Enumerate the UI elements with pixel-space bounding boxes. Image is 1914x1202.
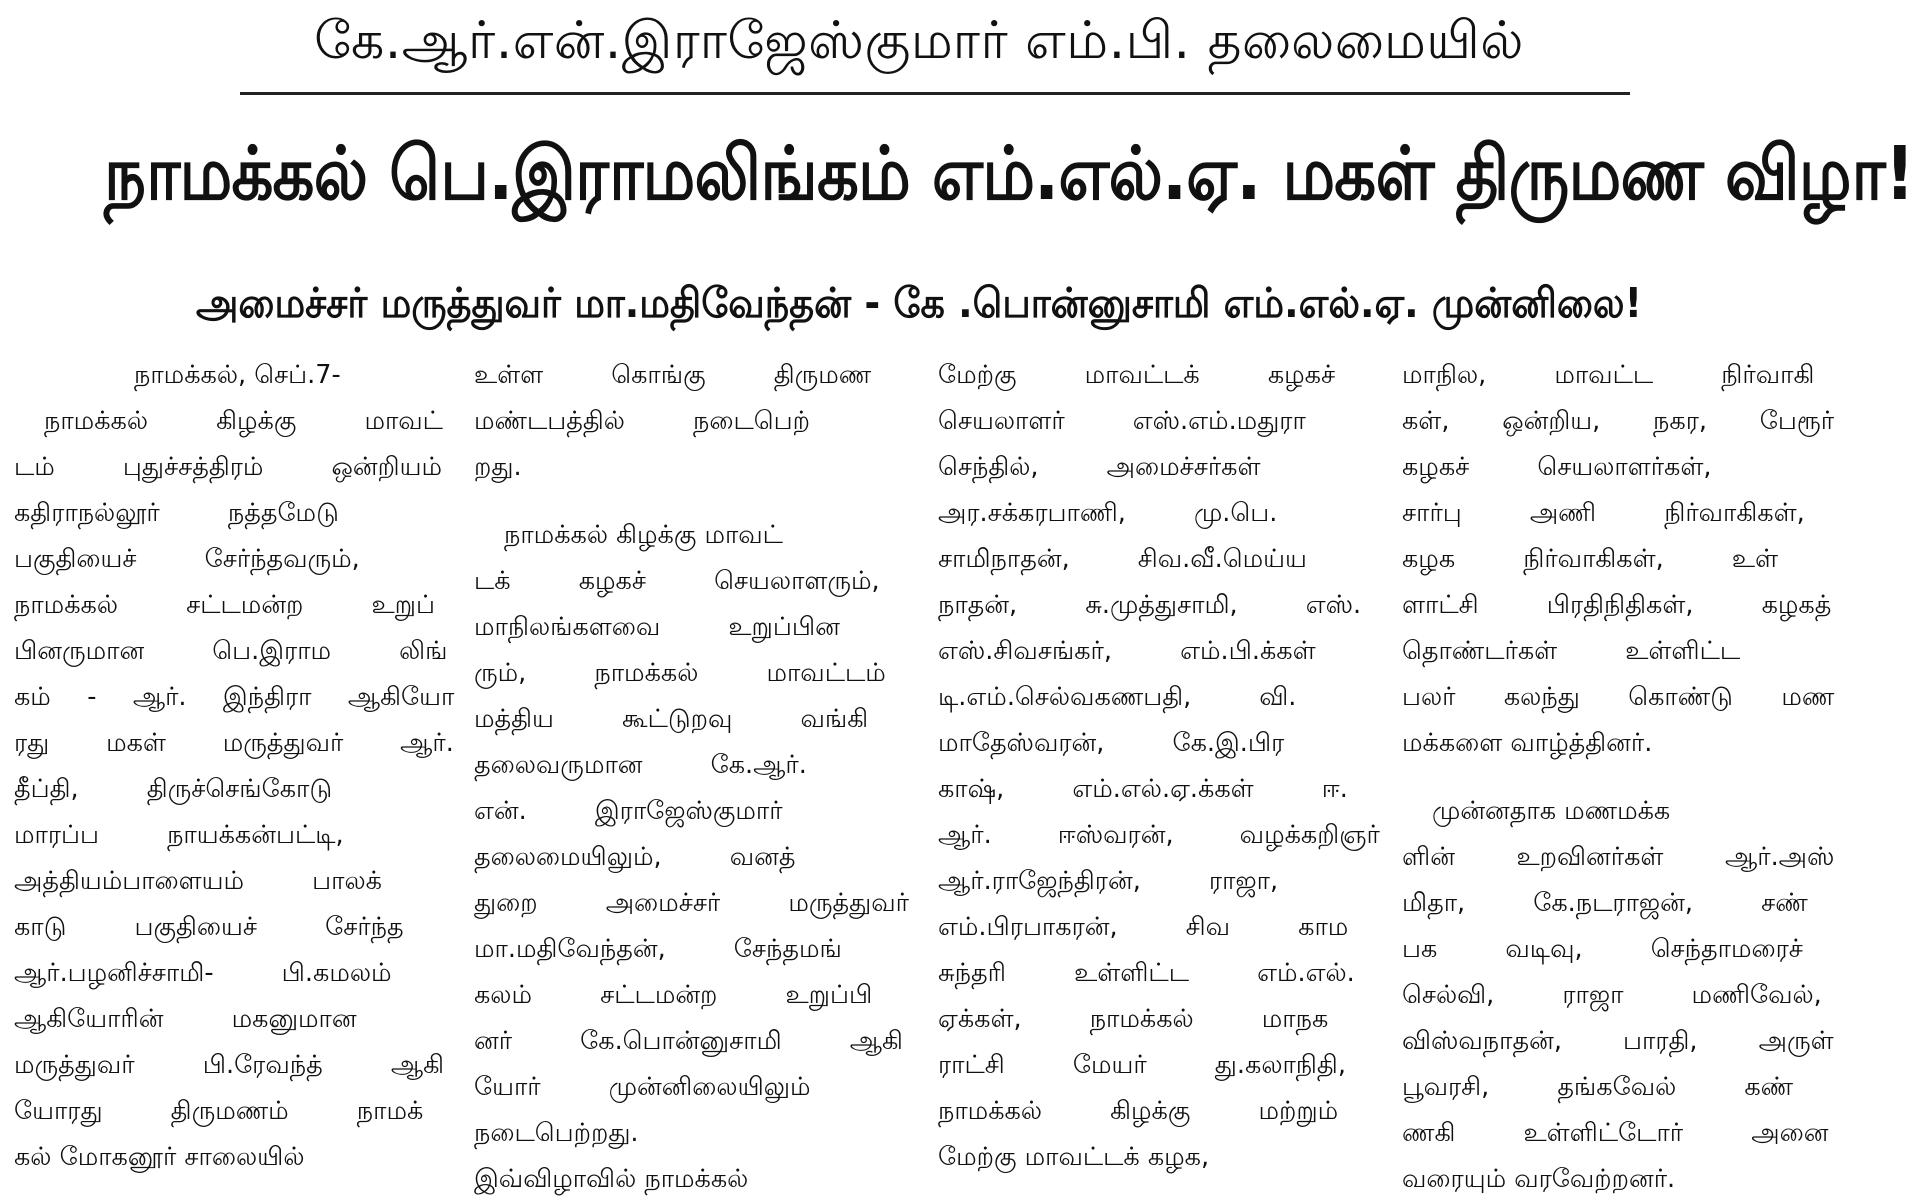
- kicker-divider: [240, 92, 1630, 95]
- article-text-line: சுந்தரி உள்ளிட்ட எம்.எல்.: [938, 958, 1355, 988]
- article-column-3: [938, 352, 1380, 1172]
- article-text-line: நாதன், சு.முத்துசாமி, எஸ்.: [938, 590, 1362, 620]
- article-text-line: கம் - ஆர். இந்திரா ஆகியோ: [14, 682, 455, 712]
- article-kicker: கே.ஆர்.என்.இராஜேஸ்குமார் எம்.பி. தலைமையில்: [314, 11, 1524, 71]
- article-text-line: கல் மோகனூர் சாலையில்: [14, 1142, 305, 1172]
- article-text-line: மாநிலங்களவை உறுப்பின: [474, 612, 840, 642]
- article-text-line: மத்திய கூட்டுறவு வங்கி: [474, 704, 869, 734]
- article-text-line: வரையும் வரவேற்றனர்.: [1402, 1164, 1676, 1194]
- article-text-line: மாதேஸ்வரன், கே.இ.பிர: [938, 728, 1285, 758]
- article-text-line: துறை அமைச்சர் மருத்துவர்: [474, 888, 909, 918]
- article-text-line: கழகச் செயலாளர்கள்,: [1402, 452, 1712, 482]
- article-text-line: முன்னதாக மணமக்க: [1432, 796, 1671, 826]
- article-text-line: கழக நிர்வாகிகள், உள்: [1402, 544, 1778, 574]
- article-text-line: னர் கே.பொன்னுசாமி ஆகி: [474, 1026, 903, 1056]
- article-text-line: உள்ள கொங்கு திருமண: [474, 360, 872, 390]
- article-text-line: ராட்சி மேயர் து.கலாநிதி,: [938, 1050, 1346, 1080]
- article-text-line: செயலாளர் எஸ்.எம்.மதுரா: [938, 406, 1306, 436]
- article-text-line: தலைமையிலும், வனத்: [474, 842, 796, 872]
- article-text-line: இவ்விழாவில் நாமக்கல்: [474, 1164, 749, 1194]
- article-text-line: எம்.பிரபாகரன், சிவ காம: [938, 912, 1349, 942]
- article-text-line: ணகி உள்ளிட்டோர் அனை: [1402, 1118, 1829, 1148]
- article-text-line: ரது மகள் மருத்துவர் ஆர்.: [14, 728, 454, 758]
- article-text-line: நாமக்கல் கிழக்கு மற்றும்: [938, 1096, 1339, 1126]
- article-text-line: நாமக்கல் கிழக்கு மாவட்: [504, 520, 783, 550]
- article-text-line: ஆர்.பழனிச்சாமி- பி.கமலம்: [14, 958, 392, 988]
- article-text-line: மக்களை வாழ்த்தினர்.: [1402, 728, 1653, 758]
- article-text-line: பூவரசி, தங்கவேல் கண்: [1402, 1072, 1794, 1102]
- article-text-line: கள், ஒன்றிய, நகர, பேரூர்: [1402, 406, 1835, 436]
- article-text-line: யோர் முன்னிலையிலும்: [474, 1072, 811, 1102]
- article-text-line: சார்பு அணி நிர்வாகிகள்,: [1402, 498, 1805, 528]
- article-text-line: யோரது திருமணம் நாமக்: [14, 1096, 424, 1126]
- article-text-line: நாமக்கல் கிழக்கு மாவட்: [44, 406, 443, 436]
- article-text-line: அர.சக்கரபாணி, மு.பெ.: [938, 498, 1278, 528]
- article-text-line: சாமிநாதன், சிவ.வீ.மெய்ய: [938, 544, 1307, 574]
- article-text-line: காஷ், எம்.எல்.ஏ.க்கள் ஈ.: [938, 774, 1348, 804]
- article-text-line: றது.: [474, 452, 522, 482]
- article-column-4: [1402, 352, 1835, 1194]
- article-text-line: பினருமான பெ.இராம லிங்: [14, 636, 448, 666]
- article-text-line: கதிராநல்லூர் நத்தமேடு: [14, 498, 339, 528]
- article-text-line: ஏக்கள், நாமக்கல் மாநக: [938, 1004, 1329, 1034]
- article-text-line: விஸ்வநாதன், பாரதி, அருள்: [1402, 1026, 1834, 1056]
- article-text-line: டம் புதுச்சத்திரம் ஒன்றியம்: [14, 452, 442, 482]
- article-headline: நாமக்கல் பெ.இராமலிங்கம் எம்.எல்.ஏ. மகள் திருமண விழா!: [104, 131, 1914, 217]
- article-text-line: ஆகியோரின் மகனுமான: [14, 1004, 357, 1034]
- article-text-line: மாரப்ப நாயக்கன்பட்டி,: [14, 820, 344, 850]
- article-text-line: கலம் சட்டமன்ற உறுப்பி: [474, 980, 873, 1010]
- article-column-1: [14, 352, 455, 1172]
- article-text-line: பலர் கலந்து கொண்டு மண: [1402, 682, 1835, 712]
- article-text-line: நாமக்கல் சட்டமன்ற உறுப்: [14, 590, 435, 620]
- article-text-line: தீப்தி, திருச்செங்கோடு: [14, 774, 333, 804]
- article-text-line: ஆர்.ராஜேந்திரன், ராஜா,: [938, 866, 1279, 896]
- article-text-line: மா.மதிவேந்தன், சேந்தமங்: [474, 934, 842, 964]
- article-text-line: என். இராஜேஸ்குமார்: [474, 796, 783, 826]
- article-text-line: ரும், நாமக்கல் மாவட்டம்: [474, 658, 886, 688]
- article-subhead: அமைச்சர் மருத்துவர் மா.மதிவேந்தன் - கே .பொன்னுசாமி எம்.எல்.ஏ. முன்னிலை!: [196, 279, 1642, 327]
- article-text-line: தலைவருமான கே.ஆர்.: [474, 750, 807, 780]
- article-text-line: மேற்கு மாவட்டக் கழகச்: [938, 360, 1336, 390]
- article-text-line: பகுதியைச் சேர்ந்தவரும்,: [14, 544, 360, 574]
- article-text-line: அத்தியம்பாளையம் பாலக்: [14, 866, 382, 896]
- article-text-line: மண்டபத்தில் நடைபெற்: [474, 406, 810, 436]
- article-text-line: ஆர். ஈஸ்வரன், வழக்கறிஞர்: [938, 820, 1380, 850]
- article-text-line: ளின் உறவினர்கள் ஆர்.அஸ்: [1402, 842, 1835, 872]
- article-text-line: மிதா, கே.நடராஜன், சண்: [1402, 888, 1808, 918]
- article-column-2: [474, 352, 916, 1194]
- article-text-line: பக வடிவு, செந்தாமரைச்: [1402, 934, 1803, 964]
- article-text-line: மேற்கு மாவட்டக் கழக,: [938, 1142, 1210, 1172]
- article-text-line: நாமக்கல், செப்.7-: [134, 360, 341, 390]
- article-text-line: டி.எம்.செல்வகணபதி, வி.: [938, 682, 1297, 712]
- article-text-line: மருத்துவர் பி.ரேவந்த் ஆகி: [14, 1050, 444, 1080]
- article-text-line: மாநில, மாவட்ட நிர்வாகி: [1402, 360, 1815, 390]
- article-text-line: ளாட்சி பிரதிநிதிகள், கழகத்: [1402, 590, 1832, 620]
- article-text-line: நடைபெற்றது.: [474, 1118, 639, 1148]
- article-text-line: தொண்டர்கள் உள்ளிட்ட: [1402, 636, 1741, 666]
- article-text-line: காடு பகுதியைச் சேர்ந்த: [14, 912, 404, 942]
- article-text-line: டக் கழகச் செயலாளரும்,: [474, 566, 880, 596]
- article-text-line: செந்தில், அமைச்சர்கள்: [938, 452, 1261, 482]
- article-text-line: எஸ்.சிவசங்கர், எம்.பி.க்கள்: [938, 636, 1316, 666]
- article-text-line: செல்வி, ராஜா மணிவேல்,: [1402, 980, 1822, 1010]
